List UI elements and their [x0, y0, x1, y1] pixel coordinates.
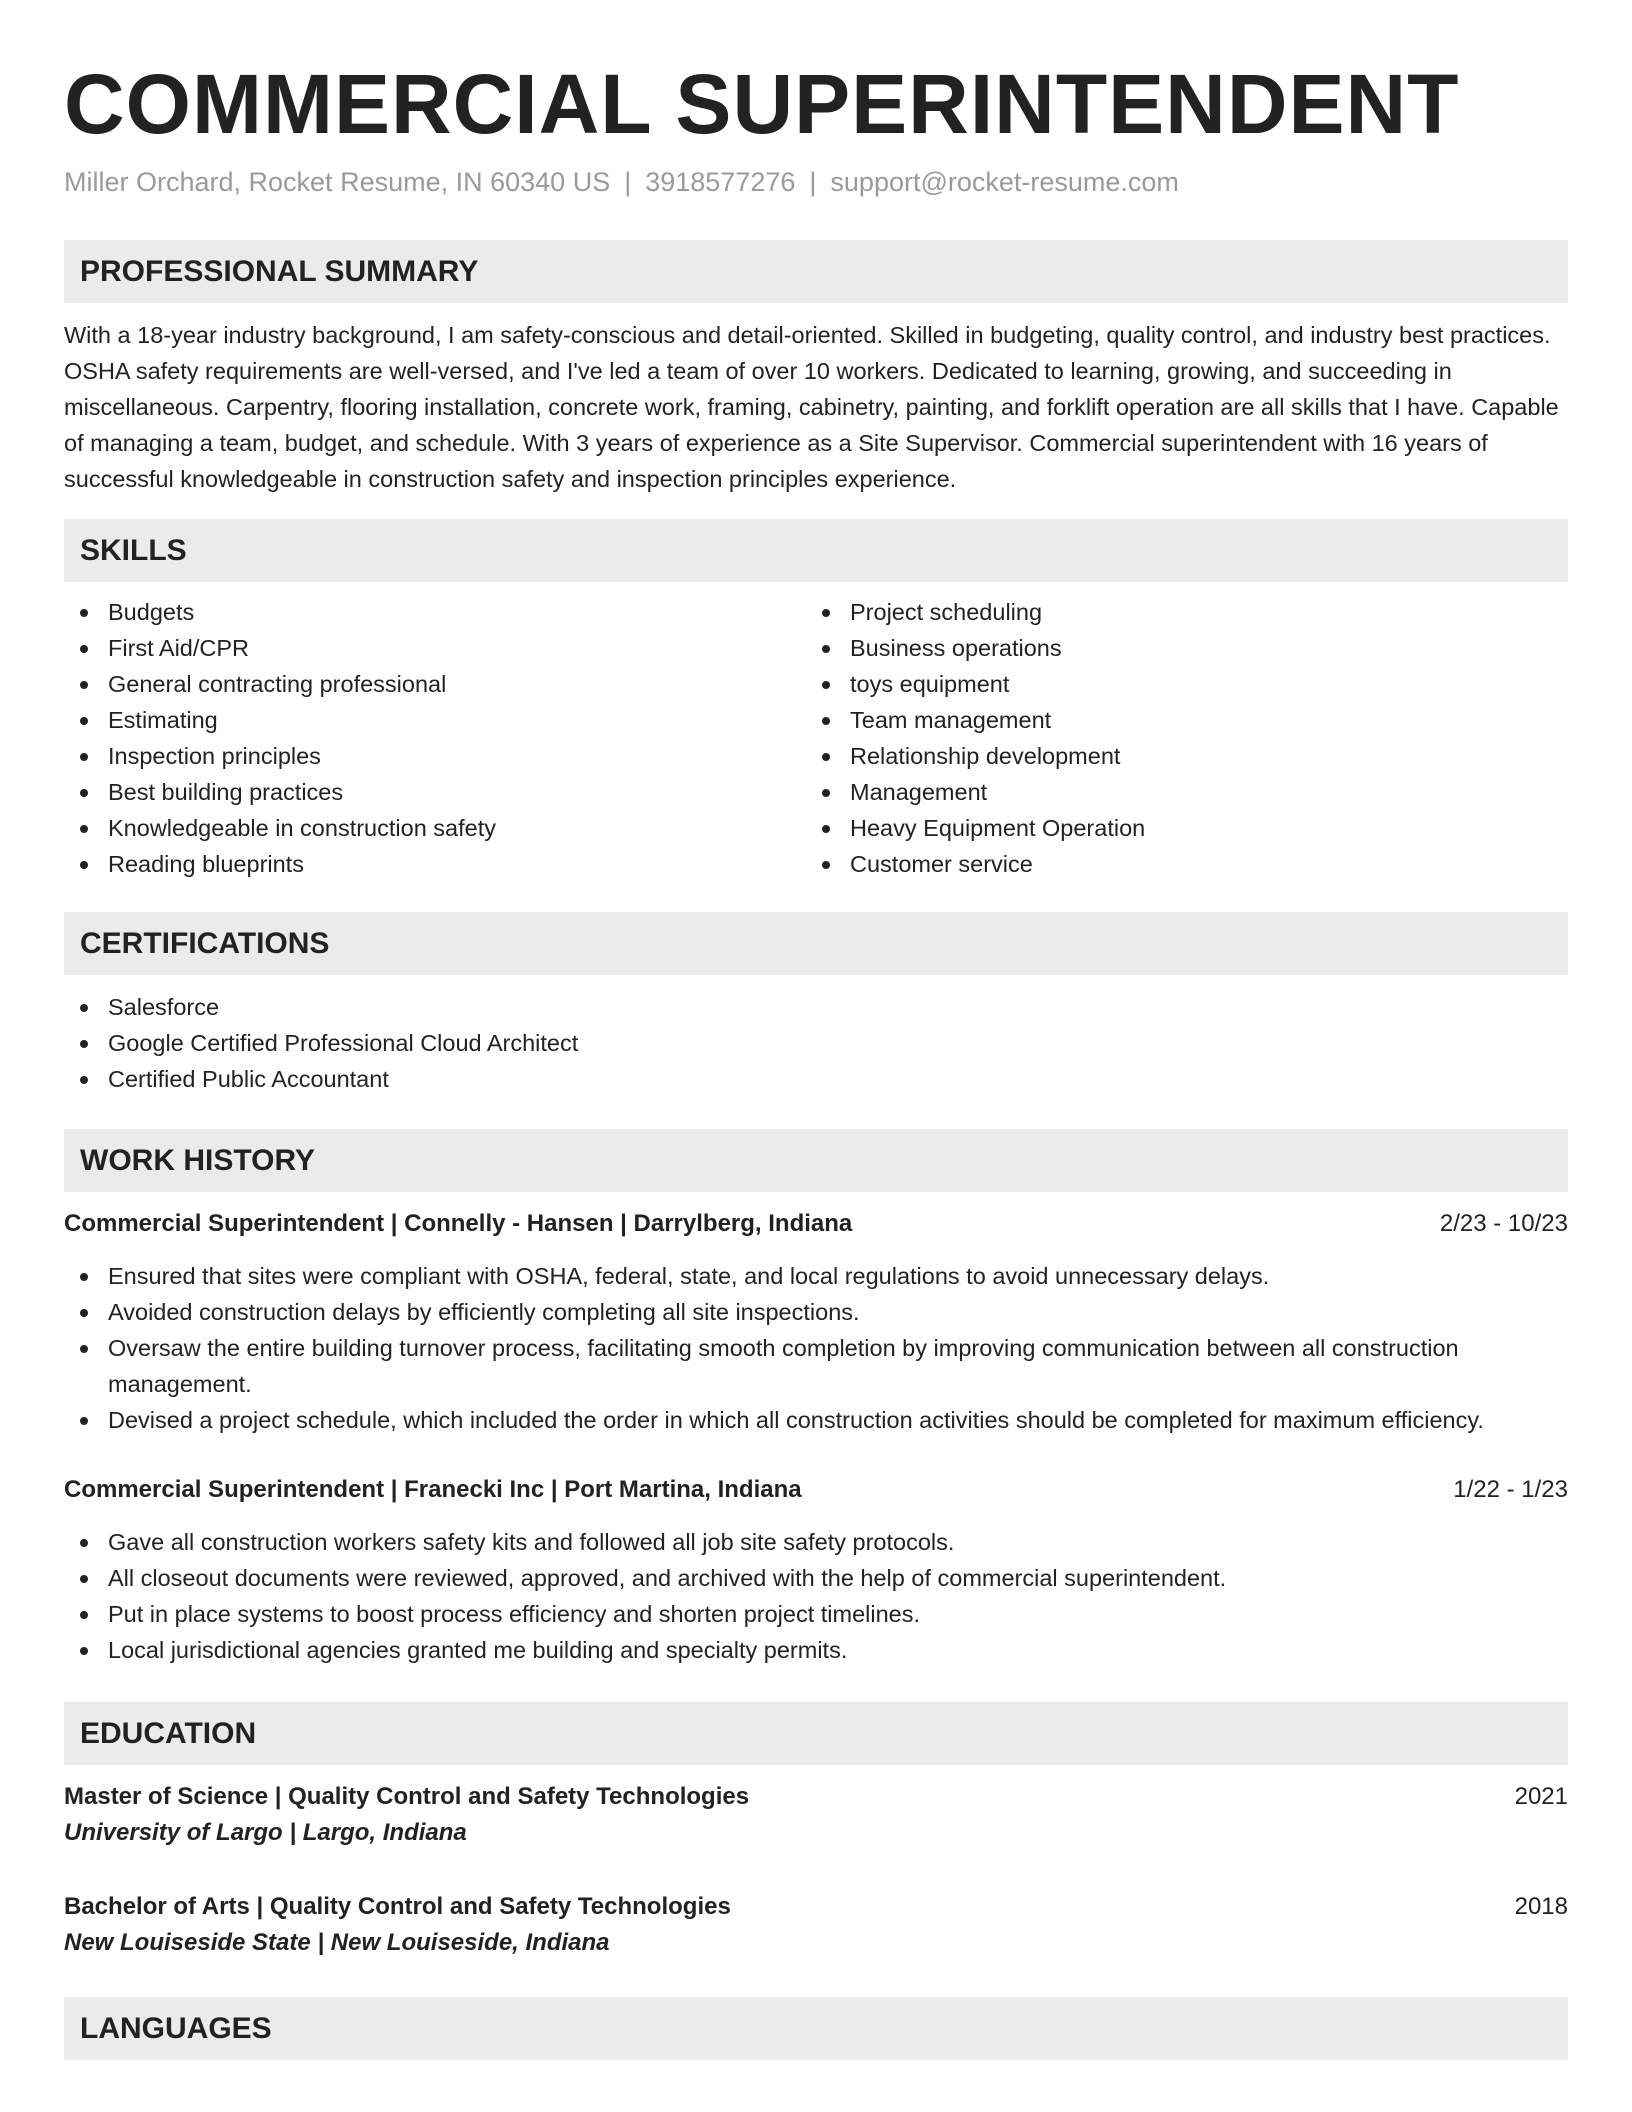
contact-email[interactable]: support@rocket-resume.com — [830, 167, 1179, 197]
certification-item: Google Certified Professional Cloud Architect — [64, 1025, 1568, 1061]
education-year: 2021 — [1514, 1783, 1568, 1810]
contact-phone: 3918577276 — [645, 167, 796, 197]
education-degree: Master of Science | Quality Control and Safety Technologies — [64, 1783, 750, 1810]
skill-item: Best building practices — [64, 774, 806, 810]
job-entry — [64, 1206, 1568, 1438]
skill-item: Knowledgeable in construction safety — [64, 810, 806, 846]
candidate-name: COMMERCIAL SUPERINTENDENT — [64, 57, 1460, 151]
job-bullet: Devised a project schedule, which included the order in which all construction activities should be completed for maximum efficiency. — [64, 1402, 1568, 1438]
education-degree: Bachelor of Arts | Quality Control and Safety Technologies — [64, 1893, 731, 1920]
skill-item: Budgets — [64, 594, 806, 630]
skill-item: Estimating — [64, 702, 806, 738]
languages-heading: LANGUAGES — [64, 1997, 1568, 2060]
education-entry — [64, 1779, 1568, 1851]
certifications-heading: CERTIFICATIONS — [64, 912, 1568, 975]
contact-line — [64, 164, 1568, 200]
job-entry — [64, 1472, 1568, 1668]
job-bullet: Local jurisdictional agencies granted me building and specialty permits. — [64, 1632, 1568, 1668]
summary-heading: PROFESSIONAL SUMMARY — [64, 240, 1568, 303]
skill-item: Heavy Equipment Operation — [806, 810, 1548, 846]
job-header — [64, 1206, 1568, 1242]
job-title: Commercial Superintendent | Connelly - Hansen | Darrylberg, Indiana — [64, 1210, 853, 1237]
job-bullet: All closeout documents were reviewed, approved, and archived with the help of commercial superintendent. — [64, 1560, 1568, 1596]
summary-text: With a 18-year industry background, I am safety-conscious and detail-oriented. Skilled in budgeting, quality control, and industry best practices. OSHA safety requirements are well-versed, and I've led a team of over 10 workers. Dedicated to learning, growing, and succeeding in miscellaneous. Carpentry, flooring installation, concrete work, framing, cabinetry, painting, and forklift operation are all skills that I have. Capable of managing a team, budget, and schedule. With 3 years of experience as a Site Supervisor. Commercial superintendent with 16 years of successful knowledgeable in construction safety and inspection principles experience. — [64, 322, 1559, 492]
education-school: University of Largo | Largo, Indiana — [64, 1819, 467, 1846]
job-bullet: Oversaw the entire building turnover process, facilitating smooth completion by improving communication between all construction management. — [64, 1330, 1568, 1402]
education-year: 2018 — [1514, 1893, 1568, 1920]
job-bullets — [64, 1524, 1568, 1668]
job-bullet: Avoided construction delays by efficiently completing all site inspections. — [64, 1294, 1568, 1330]
certification-item: Salesforce — [64, 989, 1568, 1025]
job-dates: 2/23 - 10/23 — [1439, 1210, 1568, 1237]
skills-column-left — [64, 594, 806, 882]
skill-item: Team management — [806, 702, 1548, 738]
work-history-heading: WORK HISTORY — [64, 1129, 1568, 1192]
skills-column-right — [806, 594, 1548, 882]
skill-item: Management — [806, 774, 1548, 810]
skill-item: First Aid/CPR — [64, 630, 806, 666]
certification-item: Certified Public Accountant — [64, 1061, 1568, 1097]
certifications-list — [64, 989, 1568, 1097]
education-header — [64, 1779, 1568, 1815]
contact-separator: | — [809, 167, 817, 197]
job-bullets — [64, 1258, 1568, 1438]
contact-address: Miller Orchard, Rocket Resume, IN 60340 US — [64, 167, 611, 197]
skills-heading: SKILLS — [64, 519, 1568, 582]
education-header — [64, 1889, 1568, 1925]
skill-item: Customer service — [806, 846, 1548, 882]
job-dates: 1/22 - 1/23 — [1453, 1476, 1568, 1503]
job-bullet: Ensured that sites were compliant with OSHA, federal, state, and local regulations to avoid unnecessary delays. — [64, 1258, 1568, 1294]
skill-item: toys equipment — [806, 666, 1548, 702]
skill-item: Inspection principles — [64, 738, 806, 774]
job-bullet: Gave all construction workers safety kits and followed all job site safety protocols. — [64, 1524, 1568, 1560]
job-bullet: Put in place systems to boost process efficiency and shorten project timelines. — [64, 1596, 1568, 1632]
skill-item: Relationship development — [806, 738, 1548, 774]
education-entry — [64, 1889, 1568, 1961]
job-header — [64, 1472, 1568, 1508]
contact-separator: | — [624, 167, 632, 197]
skill-item: Project scheduling — [806, 594, 1548, 630]
job-title: Commercial Superintendent | Franecki Inc | Port Martina, Indiana — [64, 1476, 802, 1503]
skills-grid — [64, 594, 1568, 882]
skill-item: Business operations — [806, 630, 1548, 666]
skill-item: Reading blueprints — [64, 846, 806, 882]
skill-item: General contracting professional — [64, 666, 806, 702]
education-heading: EDUCATION — [64, 1702, 1568, 1765]
education-school: New Louiseside State | New Louiseside, Indiana — [64, 1929, 610, 1956]
